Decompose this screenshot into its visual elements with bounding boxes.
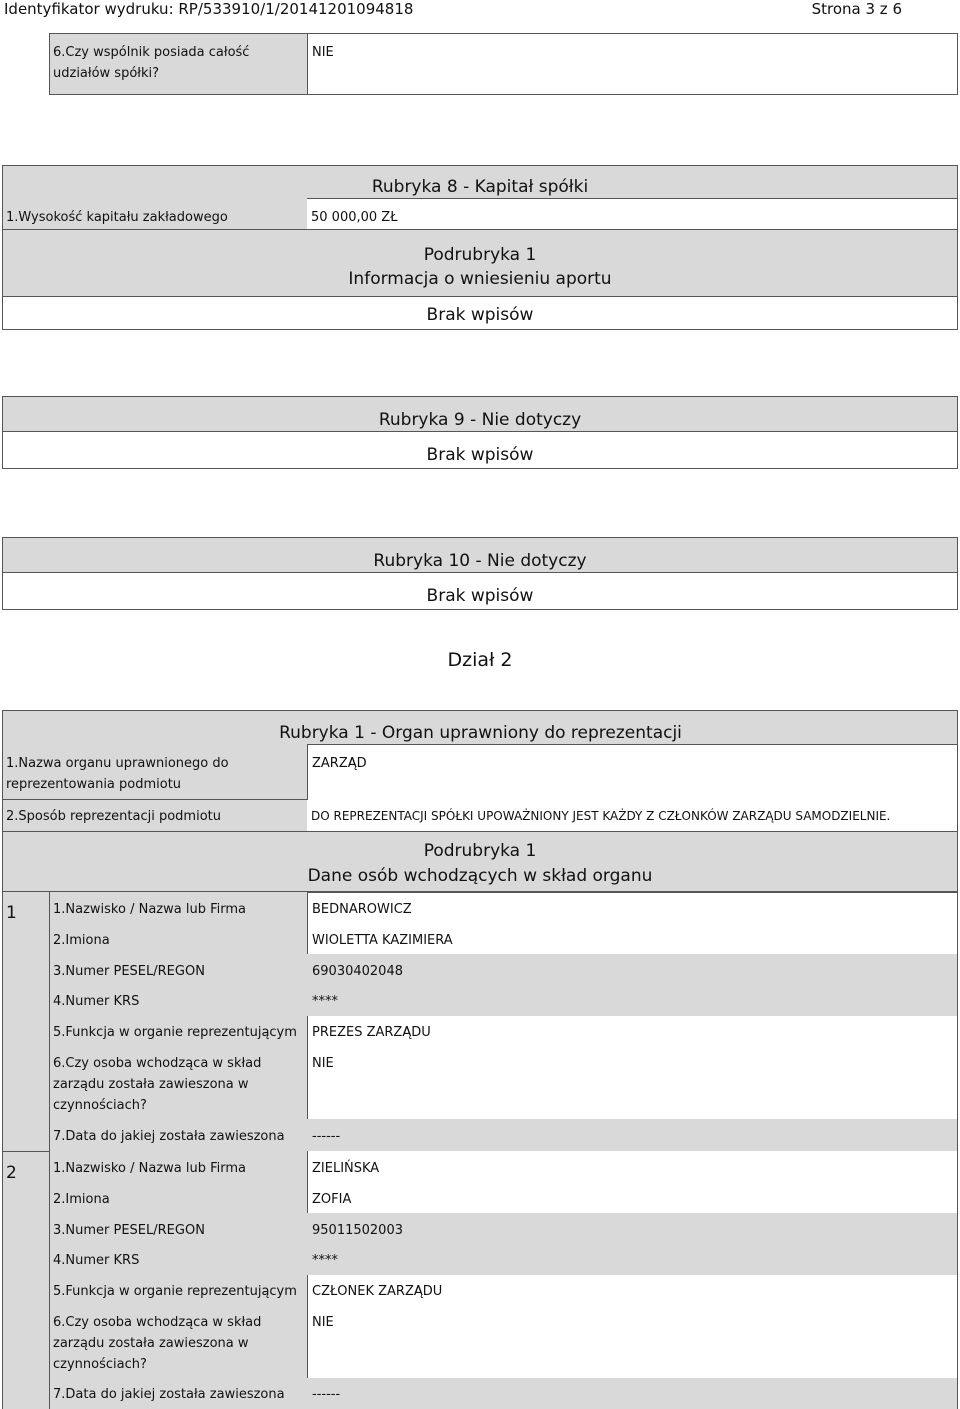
print-identifier: Identyfikator wydruku: RP/533910/1/20141201094818 — [4, 0, 414, 18]
rubryka10-header — [2, 537, 958, 573]
person-surname-label: 1.Nazwisko / Nazwa lub Firma — [53, 1161, 246, 1176]
person-pesel-label: 3.Numer PESEL/REGON — [53, 1223, 205, 1238]
person-function: CZŁONEK ZARZĄDU — [312, 1284, 443, 1299]
rubryka9-body — [2, 432, 958, 469]
q6-row — [49, 33, 958, 95]
rubryka8-sub-empty: Brak wpisów — [426, 305, 534, 325]
person-value-cell — [307, 1151, 957, 1213]
rubryka8-sub-header — [2, 230, 958, 297]
person-function-label: 5.Funkcja w organie reprezentującym — [53, 1025, 297, 1040]
rubryka1-f2-value-cell — [307, 800, 958, 832]
person-block — [50, 892, 958, 1151]
rubryka1-sub-subtitle: Dane osób wchodzących w skład organu — [307, 866, 653, 886]
person-pesel: 95011502003 — [312, 1223, 403, 1238]
rubryka8-sub-body — [2, 297, 958, 330]
rubryka9-header — [2, 396, 958, 432]
person-number: 1 — [6, 903, 17, 923]
person-suspended-date: ------ — [312, 1129, 341, 1144]
page-number: Strona 3 z 6 — [811, 0, 902, 18]
rubryka8-title: Rubryka 8 - Kapitał spółki — [371, 177, 589, 197]
rubryka1-f1-value-cell — [307, 744, 958, 800]
person-number-cell — [2, 1151, 50, 1409]
rubryka8-sub-title: Podrubryka 1 — [423, 245, 537, 265]
person-names-label: 2.Imiona — [53, 1192, 110, 1207]
person-suspended: NIE — [312, 1315, 334, 1330]
rubryka10-title: Rubryka 10 - Nie dotyczy — [373, 551, 587, 571]
person-suspended-date-label: 7.Data do jakiej została zawieszona — [53, 1129, 285, 1144]
person-krs-label: 4.Numer KRS — [53, 1253, 140, 1268]
person-suspended-date: ------ — [312, 1387, 341, 1402]
person-names: WIOLETTA KAZIMIERA — [312, 933, 453, 948]
rubryka10-body — [2, 573, 958, 610]
rubryka1-sub-header — [2, 832, 958, 892]
rubryka10-empty: Brak wpisów — [426, 586, 534, 606]
section-title: Dział 2 — [447, 649, 513, 671]
person-surname: BEDNAROWICZ — [312, 902, 412, 917]
person-surname: ZIELIŃSKA — [312, 1161, 380, 1176]
person-suspended-label: 6.Czy osoba wchodząca w skład zarządu została zawieszona w czynnościach? — [53, 1056, 262, 1113]
person-names-label: 2.Imiona — [53, 933, 110, 948]
person-block — [50, 1151, 958, 1409]
person-surname-label: 1.Nazwisko / Nazwa lub Firma — [53, 902, 246, 917]
rubryka9-empty: Brak wpisów — [426, 445, 534, 465]
rubryka1-f1-value: ZARZĄD — [312, 756, 367, 771]
person-krs: **** — [312, 994, 338, 1009]
person-suspended-label: 6.Czy osoba wchodząca w skład zarządu została zawieszona w czynnościach? — [53, 1315, 262, 1372]
person-suspended: NIE — [312, 1056, 334, 1071]
person-number-cell — [2, 892, 50, 1151]
rubryka8-sub-subtitle: Informacja o wniesieniu aportu — [348, 269, 612, 289]
q6-value: NIE — [312, 45, 334, 60]
rubryka8-value-cell — [307, 198, 958, 230]
rubryka1-title: Rubryka 1 - Organ uprawniony do reprezentacji — [279, 723, 682, 743]
person-krs-label: 4.Numer KRS — [53, 994, 140, 1009]
q6-label-cell — [50, 34, 308, 94]
person-function: PREZES ZARZĄDU — [312, 1025, 431, 1040]
rubryka1-f2-label: 2.Sposób reprezentacji podmiotu — [6, 809, 221, 824]
person-pesel: 69030402048 — [312, 964, 403, 979]
q6-label: 6.Czy wspólnik posiada całość udziałów spółki? — [53, 45, 250, 81]
person-pesel-label: 3.Numer PESEL/REGON — [53, 964, 205, 979]
person-suspended-date-label: 7.Data do jakiej została zawieszona — [53, 1387, 285, 1402]
person-function-label: 5.Funkcja w organie reprezentującym — [53, 1284, 297, 1299]
person-names: ZOFIA — [312, 1192, 352, 1207]
rubryka1-f1-label: 1.Nazwa organu uprawnionego do reprezentowania podmiotu — [6, 756, 229, 792]
rubryka1-f2-value: DO REPREZENTACJI SPÓŁKI UPOWAŻNIONY JEST KAŻDY Z CZŁONKÓW ZARZĄDU SAMODZIELNIE. — [311, 809, 891, 823]
person-krs: **** — [312, 1253, 338, 1268]
rubryka1-sub-title: Podrubryka 1 — [423, 841, 537, 861]
person-number: 2 — [6, 1163, 17, 1183]
rubryka8-field-value: 50 000,00 ZŁ — [311, 210, 398, 225]
rubryka8-field-label: 1.Wysokość kapitału zakładowego — [6, 210, 228, 225]
rubryka9-title: Rubryka 9 - Nie dotyczy — [378, 410, 582, 430]
